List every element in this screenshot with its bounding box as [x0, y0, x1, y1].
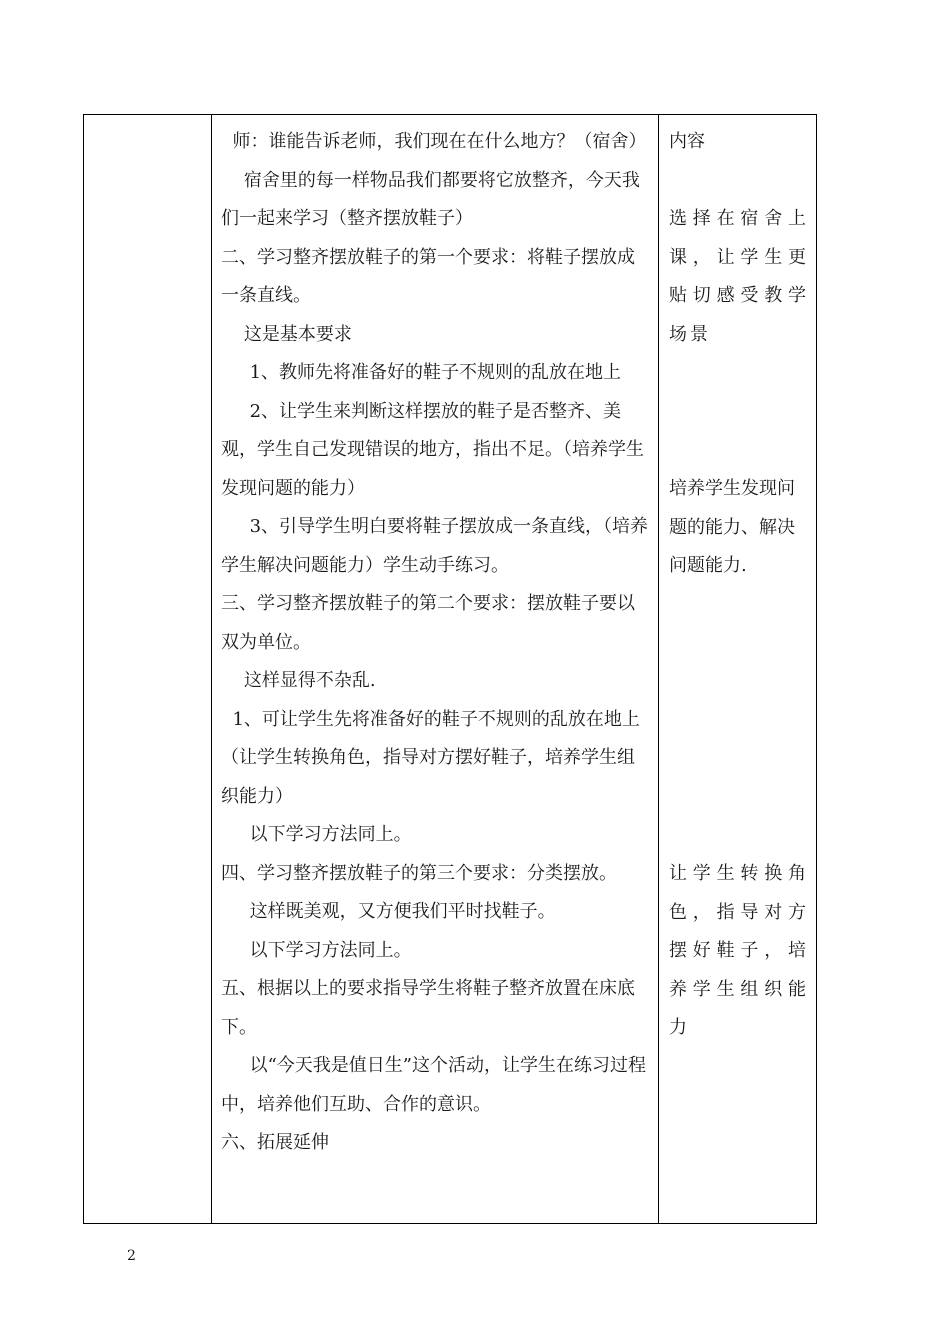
- side-note-role-switch: 让学生转换角色，指导对方摆好鞋子，培养学生组织能力: [669, 863, 809, 1038]
- table-column-divider: [658, 115, 659, 1223]
- teaching-process-column: [221, 123, 651, 1163]
- basic-requirement-text: 这是基本要求: [221, 323, 352, 345]
- side-note-content: 内容: [669, 131, 705, 152]
- same-method-text: 以下学习方法同上。: [221, 939, 412, 961]
- step-three-text: 3、引导学生明白要将鞋子摆放成一条直线，（培养学生解决问题能力）学生动手练习。: [221, 516, 649, 576]
- page-number: 2: [127, 1248, 136, 1264]
- intro-paragraph: 宿舍里的每一样物品我们都要将它放整齐，今天我们一起来学习（整齐摆放鞋子）: [221, 169, 640, 229]
- side-note-problem-solving: 培养学生发现问题的能力、解决问题能力.: [669, 478, 795, 576]
- section-four-heading: 四、学习整齐摆放鞋子的第三个要求：分类摆放。: [221, 862, 617, 884]
- lesson-plan-table: [83, 114, 817, 1224]
- side-note-scene: 选择在宿舍上课，让学生更贴切感受教学场景: [669, 208, 809, 345]
- step-two-text: 2、让学生来判断这样摆放的鞋子是否整齐、美观，学生自己发现错误的地方，指出不足。（培养学生发现问题的能力）: [221, 400, 644, 499]
- classified-benefit-text: 这样既美观，又方便我们平时找鞋子。: [221, 901, 556, 922]
- section-three-heading: 三、学习整齐摆放鞋子的第二个要求：摆放鞋子要以双为单位。: [221, 593, 635, 653]
- section-six-heading: 六、拓展延伸: [221, 1132, 329, 1153]
- section-two-heading: 二、学习整齐摆放鞋子的第一个要求：将鞋子摆放成一条直线。: [221, 246, 635, 306]
- section-three-step-one: 1、可让学生先将准备好的鞋子不规则的乱放在地上（让学生转换角色，指导对方摆好鞋子，培养学生组织能力）: [221, 708, 640, 807]
- step-one-text: 1、教师先将准备好的鞋子不规则的乱放在地上: [221, 362, 622, 383]
- not-messy-text: 这样显得不杂乱.: [221, 670, 376, 691]
- same-method-text: 以下学习方法同上。: [221, 824, 412, 845]
- dialogue-paragraph: 师：谁能告诉老师，我们现在在什么地方？（宿舍）: [221, 131, 647, 152]
- section-five-heading: 五、根据以上的要求指导学生将鞋子整齐放置在床底下。: [221, 978, 635, 1038]
- duty-activity-text: 以“今天我是值日生”这个活动，让学生在练习过程中，培养他们互助、合作的意识。: [221, 1055, 647, 1115]
- table-column-divider: [211, 115, 212, 1223]
